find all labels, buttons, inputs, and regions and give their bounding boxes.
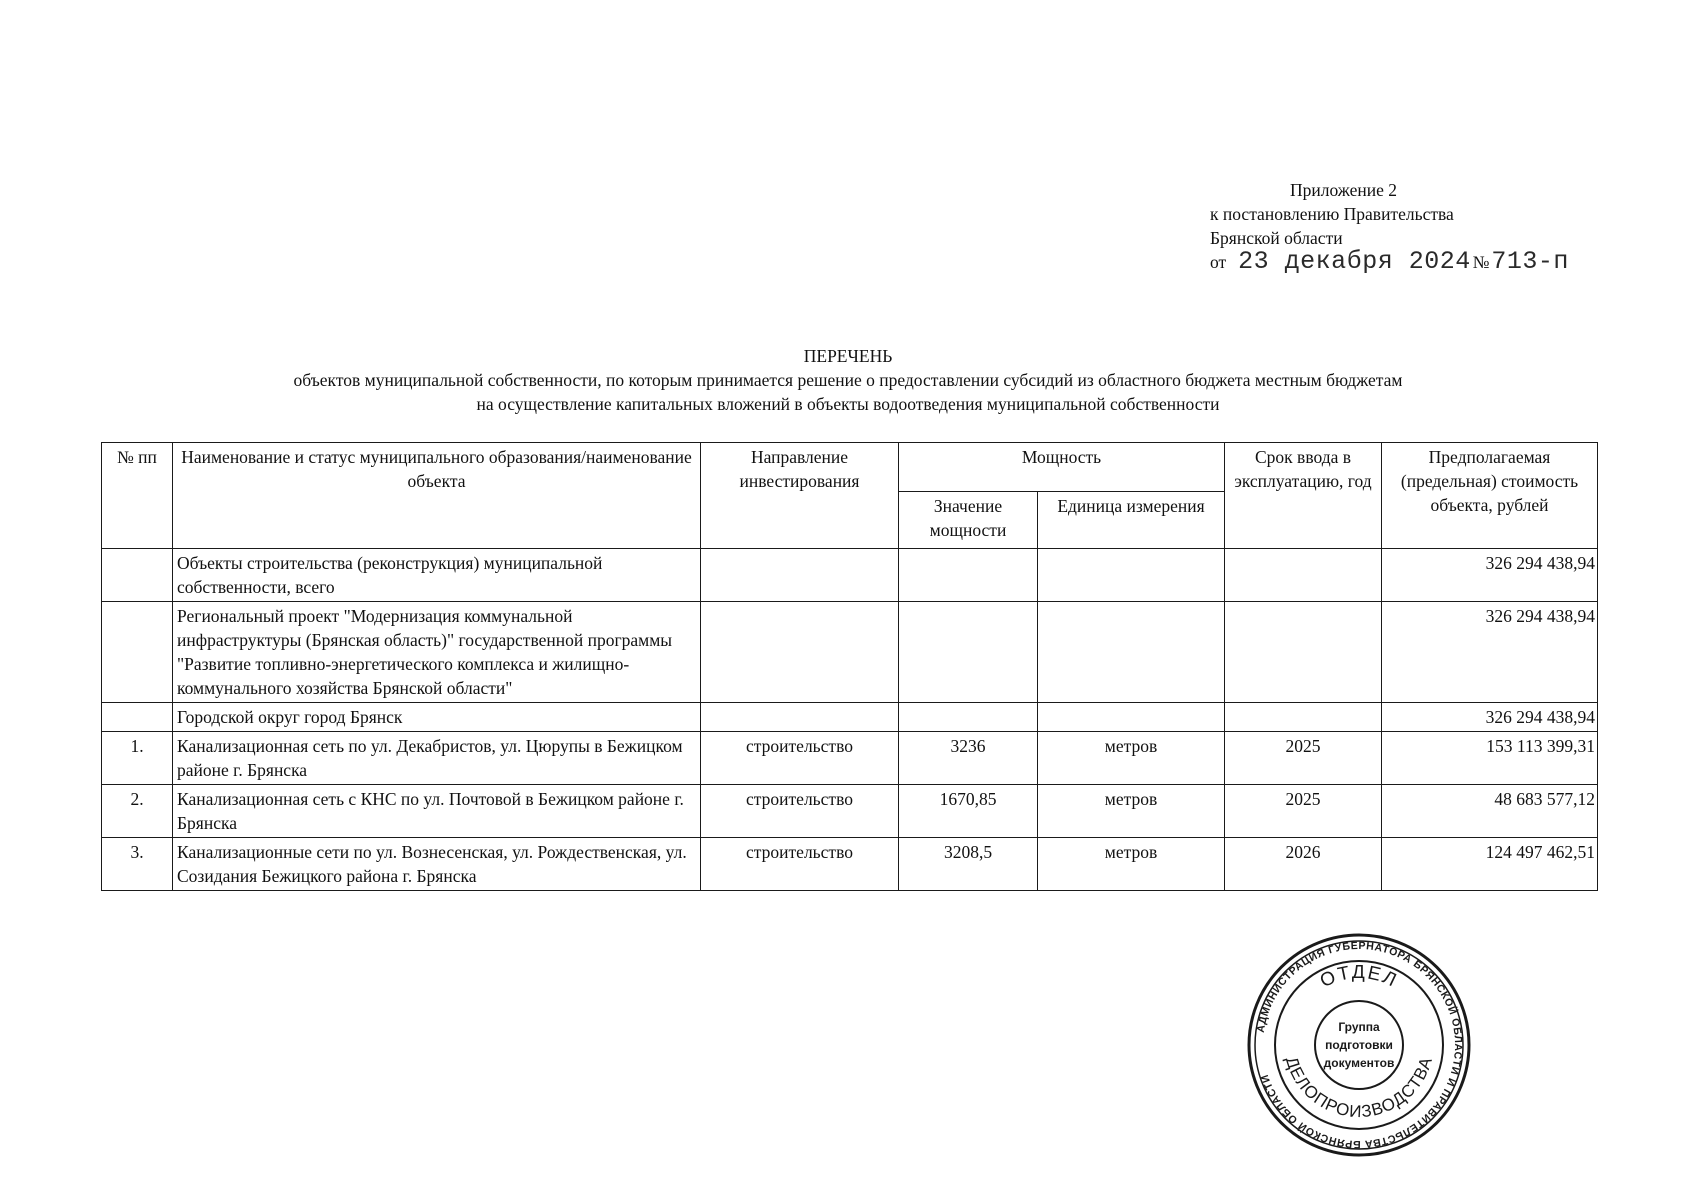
cell-term: 2025 xyxy=(1225,785,1382,838)
cell-num xyxy=(102,549,173,602)
cell-name: Региональный проект "Модернизация коммунальной инфраструктуры (Брянская область)" государственной программы "Развитие топливно-энергетического комплекса и жилищно-коммунального хозяйства Брянской области" xyxy=(173,602,701,703)
cell-direction: строительство xyxy=(701,785,899,838)
cell-name: Канализационная сеть с КНС по ул. Почтовой в Бежицком районе г. Брянска xyxy=(173,785,701,838)
header-capacity-value: Значение мощности xyxy=(899,492,1038,549)
cell-unit xyxy=(1038,703,1225,732)
cell-name: Канализационные сети по ул. Вознесенская, ул. Рождественская, ул. Созидания Бежицкого района г. Брянска xyxy=(173,838,701,891)
cell-unit: метров xyxy=(1038,785,1225,838)
svg-text:ДЕЛОПРОИЗВОДСТВА: ДЕЛОПРОИЗВОДСТВА xyxy=(1281,1054,1437,1122)
decree-date: 23 декабря 2024 xyxy=(1238,247,1471,276)
cell-term xyxy=(1225,703,1382,732)
cell-value: 1670,85 xyxy=(899,785,1038,838)
table-row xyxy=(102,602,1598,703)
cell-name: Объекты строительства (реконструкция) муниципальной собственности, всего xyxy=(173,549,701,602)
header-capacity-unit: Единица измерения xyxy=(1038,492,1225,549)
cell-unit: метров xyxy=(1038,838,1225,891)
header-direction: Направление инвестирования xyxy=(701,443,899,549)
appendix-region-line: Брянской области xyxy=(1210,228,1343,248)
document-heading xyxy=(100,344,1596,416)
number-sign: № xyxy=(1472,252,1490,272)
cell-value xyxy=(899,549,1038,602)
svg-text:АДМИНИСТРАЦИЯ ГУБЕРНАТОРА БРЯН: АДМИНИСТРАЦИЯ ГУБЕРНАТОРА БРЯНСКОЙ ОБЛАСТИ И ПРАВИТЕЛЬСТВА БРЯНСКОЙ ОБЛАСТИ xyxy=(1254,939,1465,1151)
header-name: Наименование и статус муниципального образования/наименование объекта xyxy=(173,443,701,549)
cell-term xyxy=(1225,549,1382,602)
cell-direction: строительство xyxy=(701,732,899,785)
cell-num xyxy=(102,703,173,732)
cell-unit: метров xyxy=(1038,732,1225,785)
header-term: Срок ввода в эксплуатацию, год xyxy=(1225,443,1382,549)
cell-num: 1. xyxy=(102,732,173,785)
cell-cost: 48 683 577,12 xyxy=(1382,785,1598,838)
appendix-block xyxy=(1210,178,1650,274)
cell-term xyxy=(1225,602,1382,703)
document-subtitle-line-1: объектов муниципальной собственности, по которым принимается решение о предоставлении субсидий из областного бюджета местным бюджетам xyxy=(293,370,1403,390)
table-row xyxy=(102,785,1598,838)
appendix-date-line xyxy=(1210,247,1650,276)
table-row xyxy=(102,838,1598,891)
cell-num: 3. xyxy=(102,838,173,891)
svg-text:подготовки: подготовки xyxy=(1325,1038,1393,1052)
cell-name: Канализационная сеть по ул. Декабристов, ул. Цюрупы в Бежицком районе г. Брянска xyxy=(173,732,701,785)
svg-text:ОТДЕЛ: ОТДЕЛ xyxy=(1317,961,1402,993)
cell-cost: 326 294 438,94 xyxy=(1382,549,1598,602)
cell-cost: 153 113 399,31 xyxy=(1382,732,1598,785)
appendix-decree-line: к постановлению Правительства xyxy=(1210,204,1454,224)
header-num: № пп xyxy=(102,443,173,549)
objects-table xyxy=(101,442,1598,891)
svg-text:Группа: Группа xyxy=(1338,1020,1380,1034)
document-title: ПЕРЕЧЕНЬ xyxy=(803,346,893,366)
cell-name: Городской округ город Брянск xyxy=(173,703,701,732)
official-stamp xyxy=(1244,930,1474,1160)
cell-num: 2. xyxy=(102,785,173,838)
table-header-row xyxy=(102,443,1598,492)
cell-value xyxy=(899,602,1038,703)
cell-unit xyxy=(1038,549,1225,602)
header-capacity: Мощность xyxy=(899,443,1225,492)
cell-cost: 326 294 438,94 xyxy=(1382,703,1598,732)
cell-direction xyxy=(701,703,899,732)
cell-direction xyxy=(701,602,899,703)
stamp-seal-icon xyxy=(1244,930,1474,1160)
cell-cost: 124 497 462,51 xyxy=(1382,838,1598,891)
decree-number: 713-п xyxy=(1491,247,1569,276)
cell-value: 3208,5 xyxy=(899,838,1038,891)
table-row xyxy=(102,703,1598,732)
cell-unit xyxy=(1038,602,1225,703)
svg-text:документов: документов xyxy=(1323,1056,1395,1070)
cell-direction: строительство xyxy=(701,838,899,891)
cell-value: 3236 xyxy=(899,732,1038,785)
cell-term: 2026 xyxy=(1225,838,1382,891)
date-prefix: от xyxy=(1210,252,1227,272)
cell-cost: 326 294 438,94 xyxy=(1382,602,1598,703)
document-subtitle-line-2: на осуществление капитальных вложений в объекты водоотведения муниципальной собственности xyxy=(476,394,1220,414)
cell-num xyxy=(102,602,173,703)
appendix-title: Приложение 2 xyxy=(1290,180,1398,200)
cell-term: 2025 xyxy=(1225,732,1382,785)
objects-table-wrap xyxy=(101,442,1597,891)
cell-direction xyxy=(701,549,899,602)
header-cost: Предполагаемая (предельная) стоимость объекта, рублей xyxy=(1382,443,1598,549)
cell-value xyxy=(899,703,1038,732)
table-row xyxy=(102,732,1598,785)
table-row xyxy=(102,549,1598,602)
